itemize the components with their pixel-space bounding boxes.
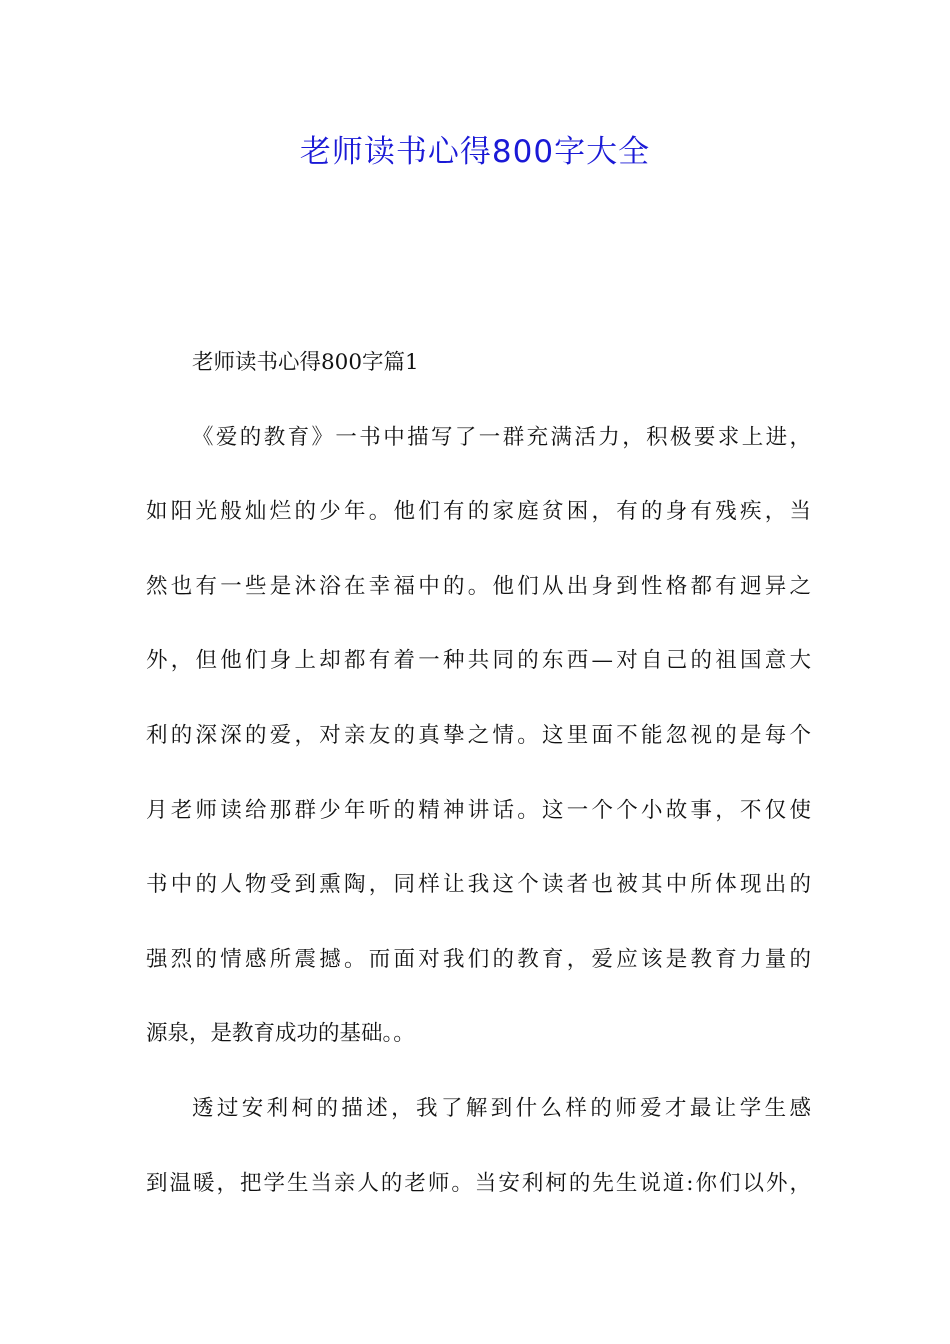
paragraph-line: 强烈的情感所震撼。而面对我们的教育，爱应该是教育力量的 — [146, 946, 811, 972]
paragraph-line: 外，但他们身上却都有着一种共同的东西—对自己的祖国意大 — [146, 648, 811, 674]
document-title: 老师读书心得800字大全 — [299, 134, 651, 170]
paragraph-line: 利的深深的爱，对亲友的真挚之情。这里面不能忽视的是每个 — [146, 722, 811, 748]
paragraph-line: 源泉，是教育成功的基础。。 — [146, 1021, 415, 1047]
paragraph-line: 透过安利柯的描述，我了解到什么样的师爱才最让学生感 — [192, 1095, 811, 1121]
paragraph-line: 如阳光般灿烂的少年。他们有的家庭贫困，有的身有残疾，当 — [146, 499, 811, 525]
paragraph-line: 《爱的教育》一书中描写了一群充满活力，积极要求上进， — [192, 424, 811, 450]
paragraph-line: 书中的人物受到熏陶，同样让我这个读者也被其中所体现出的 — [146, 872, 811, 898]
paragraph-line: 月老师读给那群少年听的精神讲话。这一个个小故事，不仅使 — [146, 797, 811, 823]
document-body — [146, 335, 811, 1230]
section-heading: 老师读书心得800字篇1 — [192, 350, 419, 375]
paragraph-line: 然也有一些是沐浴在幸福中的。他们从出身到性格都有迥异之 — [146, 573, 811, 599]
paragraph-line: 到温暖，把学生当亲人的老师。当安利柯的先生说道:你们以外， — [146, 1170, 811, 1196]
